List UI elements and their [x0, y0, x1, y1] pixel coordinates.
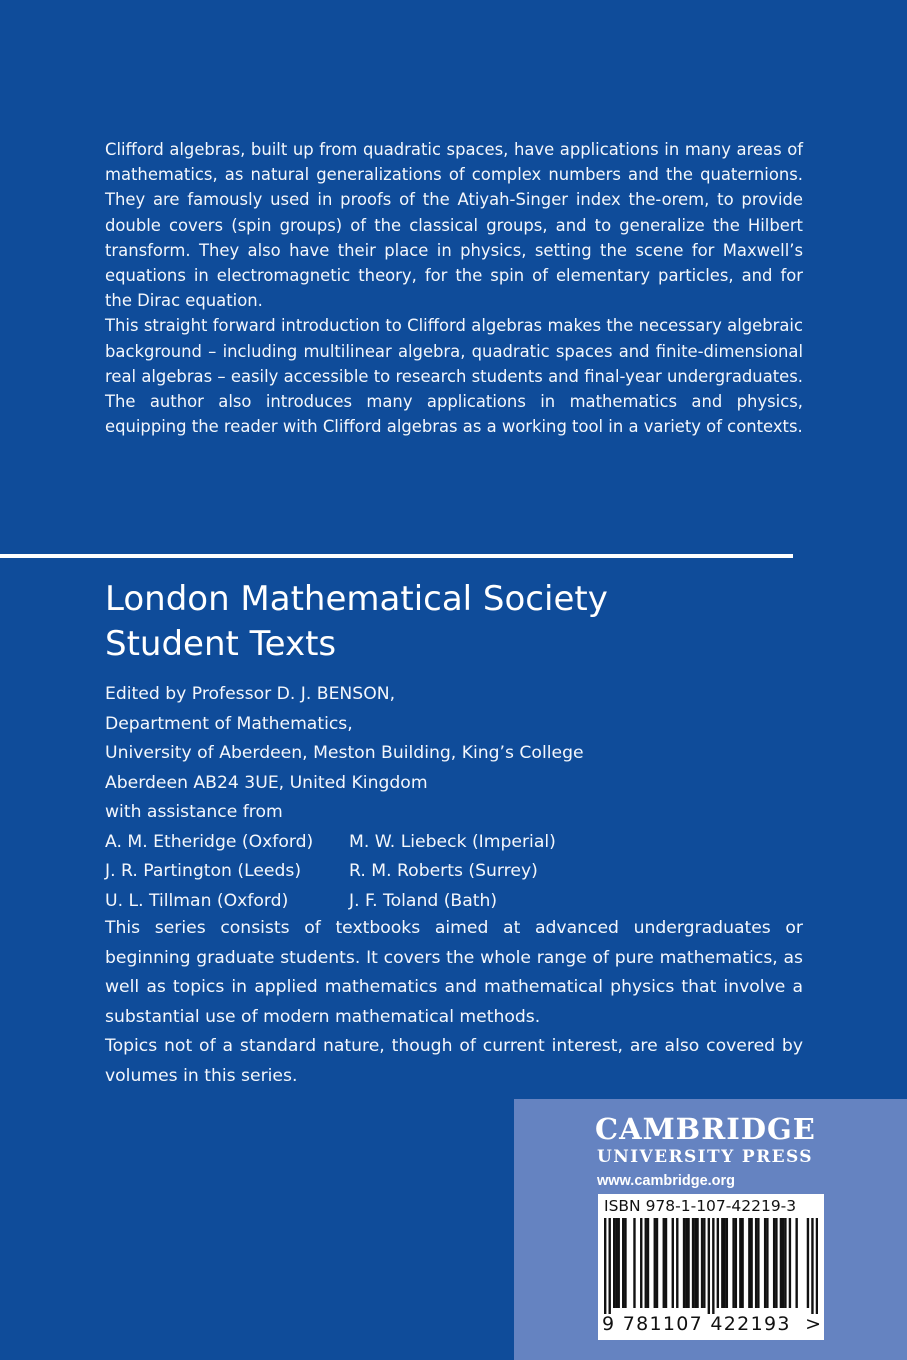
barcode-bar [726, 1218, 728, 1308]
barcode-bar [807, 1218, 809, 1308]
barcode-bar [645, 1218, 647, 1308]
editor-line: Edited by Professor D. J. BENSON, [105, 684, 396, 704]
barcode-bar [615, 1218, 617, 1308]
barcode-bar [665, 1218, 667, 1308]
isbn-text: ISBN 978-1-107-42219-3 [604, 1197, 797, 1215]
barcode-bar [782, 1218, 784, 1308]
barcode-panel [598, 1194, 824, 1340]
assistance-heading: with assistance from [105, 802, 283, 822]
barcode-bar [618, 1218, 620, 1308]
barcode-bar [676, 1218, 678, 1308]
barcode-bar [708, 1218, 710, 1314]
barcode-bar [656, 1218, 658, 1308]
back-cover-blurb [105, 137, 803, 439]
barcode-bar [701, 1218, 703, 1308]
barcode-bar [721, 1218, 723, 1308]
publisher-logo-name: CAMBRIDGE [595, 1112, 816, 1146]
series-description-paragraph-1: This series consists of textbooks aimed at advanced undergraduates or beginning graduate students. It covers the whole range of pure mathematics, as well as topics in applied mathematics and mathematical physics that involve a substantial use of modern mathematical methods. [105, 918, 803, 1027]
blurb-paragraph-1: Clifford algebras, built up from quadratic spaces, have applications in many areas of mathematics, as natural generalizations of complex numbers and the quaternions. They are famously used in proofs of the Atiyah-Singer index the-orem, to provide double covers (spin groups) of the classical groups, and to generalize the Hilbert transform. They also have their place in physics, setting the scene for Maxwell’s equations in electromagnetic theory, for the spin of elementary particles, and for the Dirac equation. [105, 140, 803, 311]
barcode-bar [780, 1218, 782, 1308]
barcode-bar [703, 1218, 705, 1308]
assistant-row [105, 887, 805, 917]
series-title-line-1: London Mathematical Society [105, 579, 608, 619]
publisher-panel [514, 1099, 907, 1360]
blurb-paragraph-2: This straight forward introduction to Clifford algebras makes the necessary algebraic background – including multilinear algebra, quadratic spaces and finite-dimensional real algebras – easily accessible to research students and final-year undergraduates. The author also introduces many applications in mathematics and physics, equipping the reader with Clifford algebras as a working tool in a variety of contexts. [105, 316, 803, 437]
barcode-bar [732, 1218, 734, 1308]
ean-arrow: > [805, 1313, 821, 1335]
barcode-bar [775, 1218, 777, 1308]
barcode-bar [717, 1218, 719, 1308]
ean-digits: 9 781107 422193 [602, 1313, 791, 1335]
barcode-bar [613, 1218, 615, 1308]
barcode-bar [694, 1218, 696, 1308]
assistant-name: R. M. Roberts (Surrey) [349, 861, 538, 881]
barcode-bar [750, 1218, 752, 1308]
barcode-bar [789, 1218, 791, 1308]
barcode-icon [604, 1218, 818, 1314]
divider-rule [0, 554, 793, 558]
barcode-bar [663, 1218, 665, 1308]
editor-department: Department of Mathematics, [105, 713, 353, 734]
assistant-name: M. W. Liebeck (Imperial) [349, 831, 556, 852]
assistant-name: A. M. Etheridge (Oxford) [105, 831, 314, 852]
barcode-bar [748, 1218, 750, 1308]
assistant-name: J. F. Toland (Bath) [349, 890, 498, 911]
publisher-website: www.cambridge.org [597, 1173, 736, 1189]
barcode-bar [755, 1218, 757, 1308]
barcode-bar [654, 1218, 656, 1308]
barcode-bar [764, 1218, 766, 1308]
barcode-bar [735, 1218, 737, 1308]
barcode-bar [723, 1218, 725, 1308]
assistant-row [105, 828, 805, 858]
editor-info [105, 680, 805, 916]
assistant-name: J. R. Partington (Leeds) [105, 861, 302, 881]
barcode-bar [741, 1218, 743, 1308]
publisher-logo-subname: UNIVERSITY PRESS [597, 1147, 813, 1167]
barcode-bar [622, 1218, 624, 1308]
barcode-bar [816, 1218, 818, 1314]
barcode-bar [795, 1218, 797, 1308]
barcode-bar [773, 1218, 775, 1308]
barcode-bar [609, 1218, 611, 1314]
barcode-bar [692, 1218, 694, 1308]
barcode-bar [784, 1218, 786, 1308]
barcode-bar [687, 1218, 689, 1308]
barcode-bar [647, 1218, 649, 1308]
series-description-paragraph-2: Topics not of a standard nature, though of current interest, are also covered by volumes in this series. [105, 1036, 803, 1086]
editor-address-2: Aberdeen AB24 3UE, United Kingdom [105, 772, 428, 793]
assistant-row [105, 857, 805, 887]
series-title [105, 577, 805, 667]
series-description [105, 914, 803, 1091]
barcode-bar [604, 1218, 606, 1314]
editor-address-1: University of Aberdeen, Meston Building, King’s College [105, 743, 584, 763]
barcode-bar [683, 1218, 685, 1308]
barcode-bar [739, 1218, 741, 1308]
barcode-bar [633, 1218, 635, 1308]
barcode-bar [640, 1218, 642, 1308]
barcode-bar [811, 1218, 813, 1314]
barcode-bar [696, 1218, 698, 1308]
barcode-bar [685, 1218, 687, 1308]
barcode-bar [672, 1218, 674, 1308]
assistant-name: U. L. Tillman (Oxford) [105, 890, 289, 911]
barcode-bar [757, 1218, 759, 1308]
barcode-bar [712, 1218, 714, 1314]
barcode-bar [624, 1218, 626, 1308]
barcode-bar [766, 1218, 768, 1308]
series-title-line-2: Student Texts [105, 624, 337, 664]
